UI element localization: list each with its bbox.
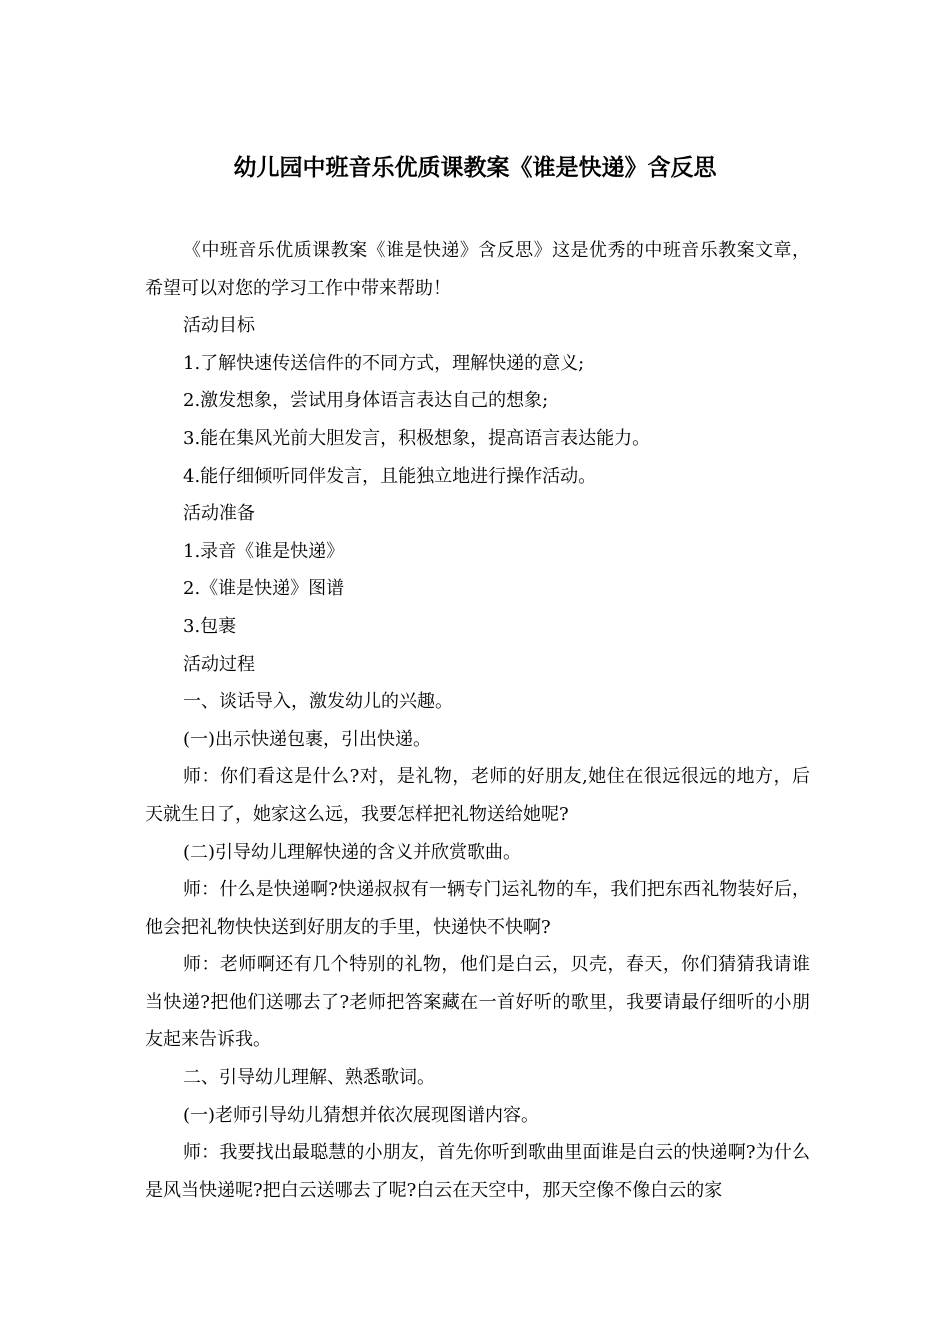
- goal-item: 3.能在集风光前大胆发言，积极想象，提高语言表达能力。: [183, 427, 651, 449]
- section-heading-process: 活动过程: [183, 653, 255, 675]
- document-body: [145, 232, 810, 1209]
- goal-item: 2.激发想象，尝试用身体语言表达自己的想象;: [183, 390, 549, 412]
- preparation-item: 2.《谁是快递》图谱: [183, 578, 345, 600]
- goal-item: 1.了解快速传送信件的不同方式，理解快递的意义;: [183, 352, 585, 374]
- process-step-heading: 一、谈话导入，激发幼儿的兴趣。: [183, 691, 453, 713]
- teacher-dialogue: 师：你们看这是什么?对，是礼物，老师的好朋友,她住在很远很远的地方，后天就生日了，她家这么远，我要怎样把礼物送给她呢?: [145, 766, 810, 825]
- teacher-dialogue: 师：什么是快递啊?快递叔叔有一辆专门运礼物的车，我们把东西礼物装好后，他会把礼物快快送到好朋友的手里，快递快不快啊?: [145, 879, 810, 938]
- preparation-item: 3.包裹: [183, 615, 237, 637]
- section-heading-goals: 活动目标: [183, 315, 255, 337]
- section-heading-preparation: 活动准备: [183, 503, 255, 525]
- teacher-dialogue: 师：我要找出最聪慧的小朋友，首先你听到歌曲里面谁是白云的快递啊?为什么是风当快递呢?把白云送哪去了呢?白云在天空中，那天空像不像白云的家: [145, 1142, 810, 1201]
- process-substep: (一)老师引导幼儿猜想并依次展现图谱内容。: [183, 1104, 540, 1126]
- process-substep: (一)出示快递包裹，引出快递。: [183, 728, 432, 750]
- goal-item: 4.能仔细倾听同伴发言，且能独立地进行操作活动。: [183, 465, 597, 487]
- preparation-item: 1.录音《谁是快递》: [183, 540, 345, 562]
- teacher-dialogue: 师：老师啊还有几个特别的礼物，他们是白云，贝壳，春天，你们猜猜我请谁当快递?把他们送哪去了?老师把答案藏在一首好听的歌里，我要请最仔细听的小朋友起来告诉我。: [145, 954, 810, 1051]
- process-step-heading: 二、引导幼儿理解、熟悉歌词。: [183, 1067, 435, 1089]
- intro-paragraph: 《中班音乐优质课教案《谁是快递》含反思》这是优秀的中班音乐教案文章，希望可以对您的学习工作中带来帮助！: [145, 240, 810, 299]
- document-title: 幼儿园中班音乐优质课教案《谁是快递》含反思: [233, 155, 717, 181]
- process-substep: (二)引导幼儿理解快递的含义并欣赏歌曲。: [183, 841, 522, 863]
